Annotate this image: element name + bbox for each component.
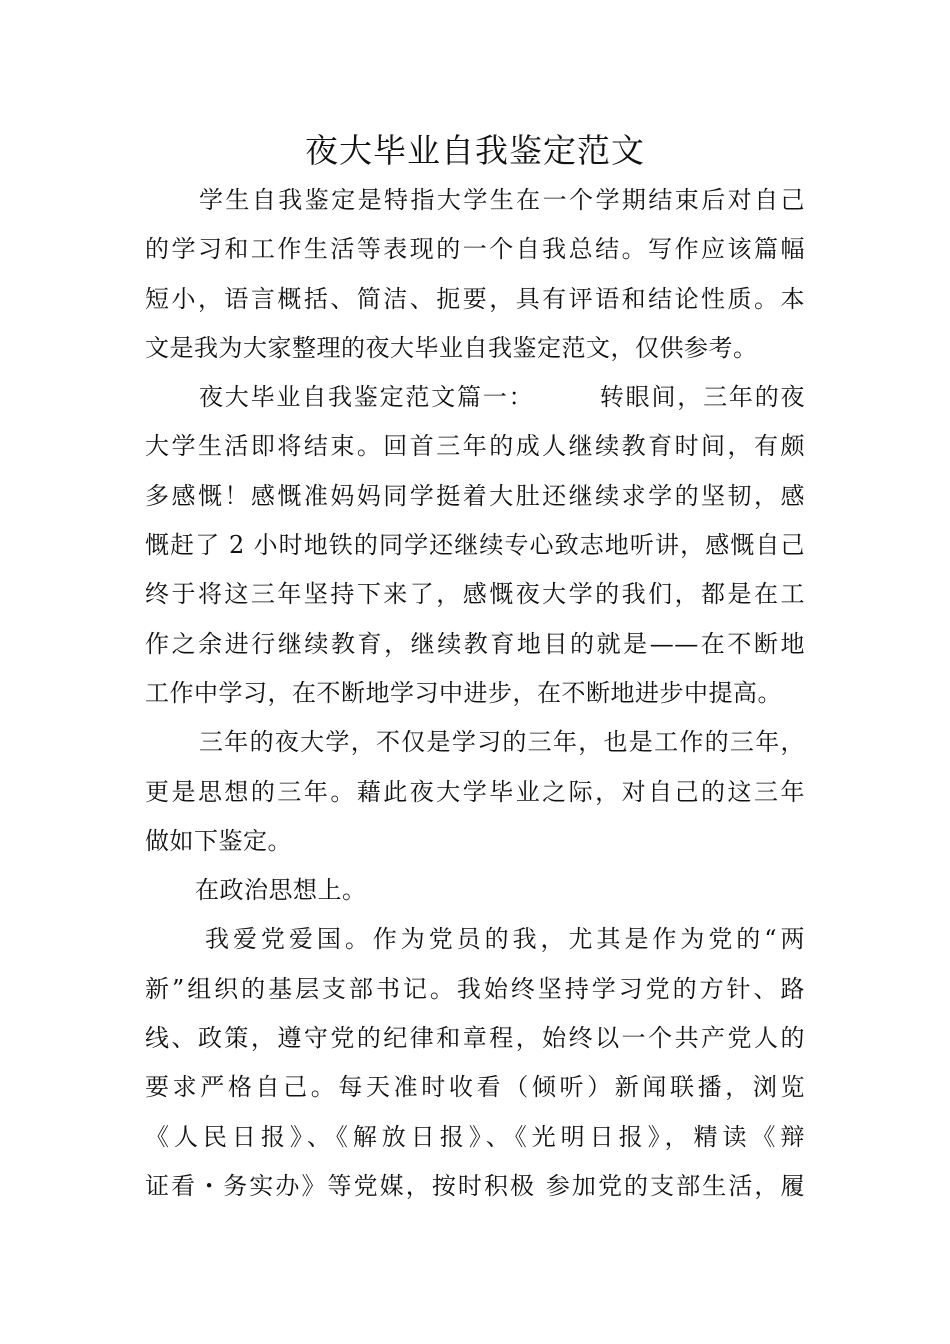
text-line: 工作中学习，在不断地学习中进步，在不断地进步中提高。: [145, 678, 782, 707]
text-line: 新”组织的基层支部书记。我始终坚持学习党的方针、路: [145, 974, 805, 1003]
text-line: 三年的夜大学，不仅是学习的三年，也是工作的三年，: [199, 728, 805, 757]
text-line: 要求严格自己。每天准时收看（倾听）新闻联播，浏览: [145, 1073, 805, 1102]
text-line: 短小，语言概括、简洁、扼要，具有评语和结论性质。本: [145, 284, 805, 313]
text-line: 证看・务实办》等党媒，按时积极 参加党的支部生活，履: [145, 1171, 805, 1200]
text-line: 更是思想的三年。藉此夜大学毕业之际，对自己的这三年: [145, 777, 805, 806]
document-body: [145, 176, 805, 1211]
document-title: 夜大毕业自我鉴定范文: [305, 131, 645, 170]
text-line: 终于将这三年坚持下来了，感慨夜大学的我们，都是在工: [145, 580, 805, 609]
text-line: 文是我为大家整理的夜大毕业自我鉴定范文，仅供参考。: [145, 333, 758, 362]
text-line: 夜大毕业自我鉴定范文篇一： 转眼间，三年的夜: [199, 383, 805, 412]
text-line: 做如下鉴定。: [145, 826, 292, 855]
text-line: 慨赶了 2 小时地铁的同学还继续专心致志地听讲，感慨自己: [145, 531, 805, 560]
text-line: 大学生活即将结束。回首三年的成人继续教育时间，有颇: [145, 432, 805, 461]
text-line: 我爱党爱国。作为党员的我，尤其是作为党的“两: [205, 925, 805, 954]
text-line: 作之余进行继续教育，继续教育地目的就是——在不断地: [145, 629, 805, 658]
text-line: 线、政策，遵守党的纪律和章程，始终以一个共产党人的: [145, 1024, 805, 1053]
text-line: 学生自我鉴定是特指大学生在一个学期结束后对自己: [199, 186, 805, 214]
text-line: 《人民日报》、《解放日报》、《光明日报》，精读《辩: [145, 1122, 805, 1151]
text-line: 在政治思想上。: [195, 876, 367, 905]
text-line: 的学习和工作生活等表现的一个自我总结。写作应该篇幅: [145, 235, 805, 264]
text-line: 多感慨！感慨准妈妈同学挺着大肚还继续求学的坚韧，感: [145, 481, 805, 510]
